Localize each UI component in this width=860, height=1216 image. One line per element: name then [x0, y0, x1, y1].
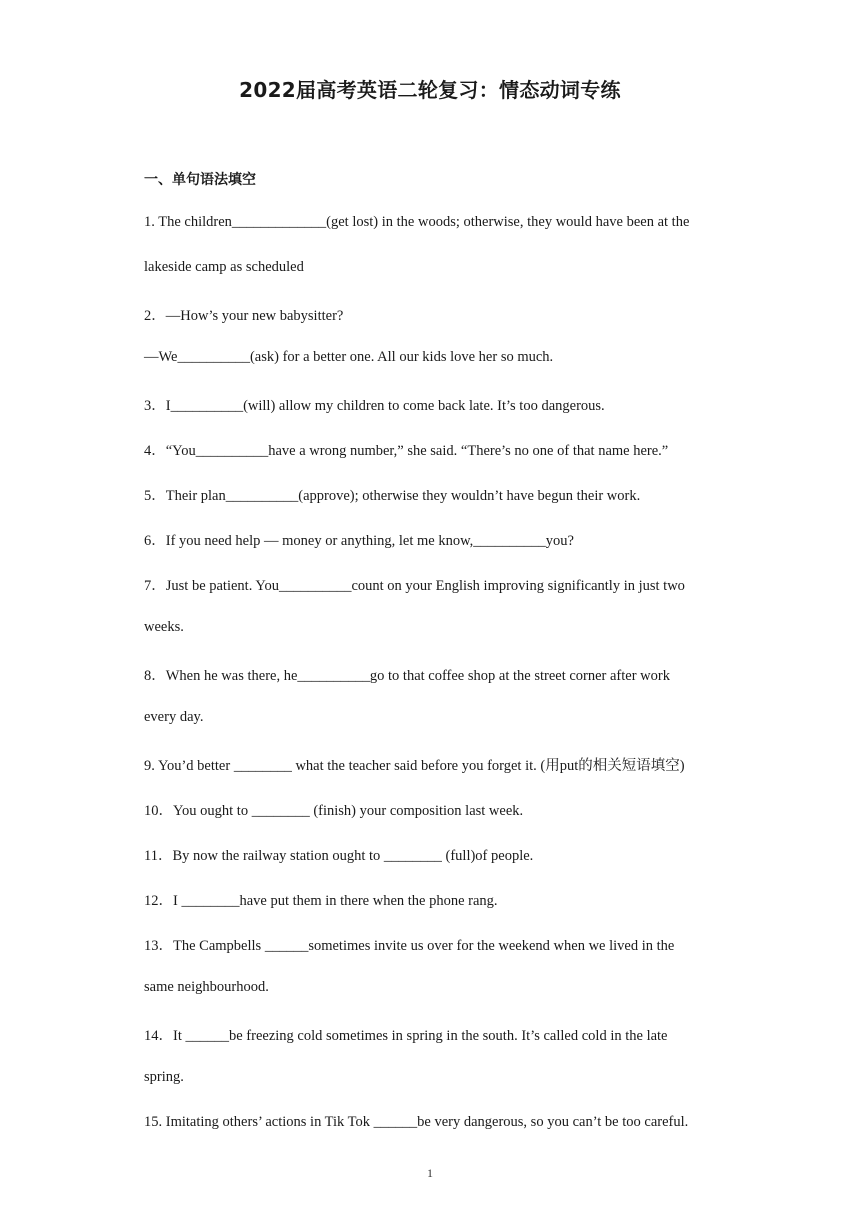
question-line: 11．By now the railway station ought to ________ (full)of people. [144, 848, 534, 864]
document-title: 2022届高考英语二轮复习：情态动词专练 [239, 78, 621, 102]
question-line: 7．Just be patient. You__________count on your English improving significantly in just two [144, 578, 685, 594]
question-line: weeks. [144, 619, 184, 635]
question-line: 2．—How’s your new babysitter? [144, 308, 344, 324]
question-line: 3．I__________(will) allow my children to come back late. It’s too dangerous. [144, 398, 605, 414]
section-heading: 一、单句语法填空 [144, 172, 256, 188]
question-line: 5．Their plan__________(approve); otherwise they wouldn’t have begun their work. [144, 488, 641, 504]
question-line: same neighbourhood. [144, 979, 269, 995]
question-line: —We__________(ask) for a better one. All our kids love her so much. [144, 349, 554, 365]
question-line: every day. [144, 709, 204, 725]
question-line: 4．“You__________have a wrong number,” she said. “There’s no one of that name here.” [144, 443, 669, 459]
question-line: 1. The children_____________(get lost) in the woods; otherwise, they would have been at the [144, 214, 690, 230]
question-line: lakeside camp as scheduled [144, 259, 304, 275]
question-line: 6．If you need help — money or anything, let me know,__________you? [144, 533, 574, 549]
question-line: 14．It ______be freezing cold sometimes in spring in the south. It’s called cold in the late [144, 1028, 668, 1044]
question-line: spring. [144, 1069, 184, 1085]
question-line: 13．The Campbells ______sometimes invite us over for the weekend when we lived in the [144, 938, 675, 954]
question-line: 10．You ought to ________ (finish) your composition last week. [144, 803, 524, 819]
page-number: 1 [427, 1166, 433, 1180]
question-line: 8．When he was there, he__________go to that coffee shop at the street corner after work [144, 668, 670, 684]
question-line: 12．I ________have put them in there when the phone rang. [144, 893, 498, 909]
question-line: 15. Imitating others’ actions in Tik Tok ______be very dangerous, so you can’t be too careful. [144, 1114, 689, 1130]
question-line: 9. You’d better ________ what the teacher said before you forget it. (用put的相关短语填空) [144, 758, 685, 774]
